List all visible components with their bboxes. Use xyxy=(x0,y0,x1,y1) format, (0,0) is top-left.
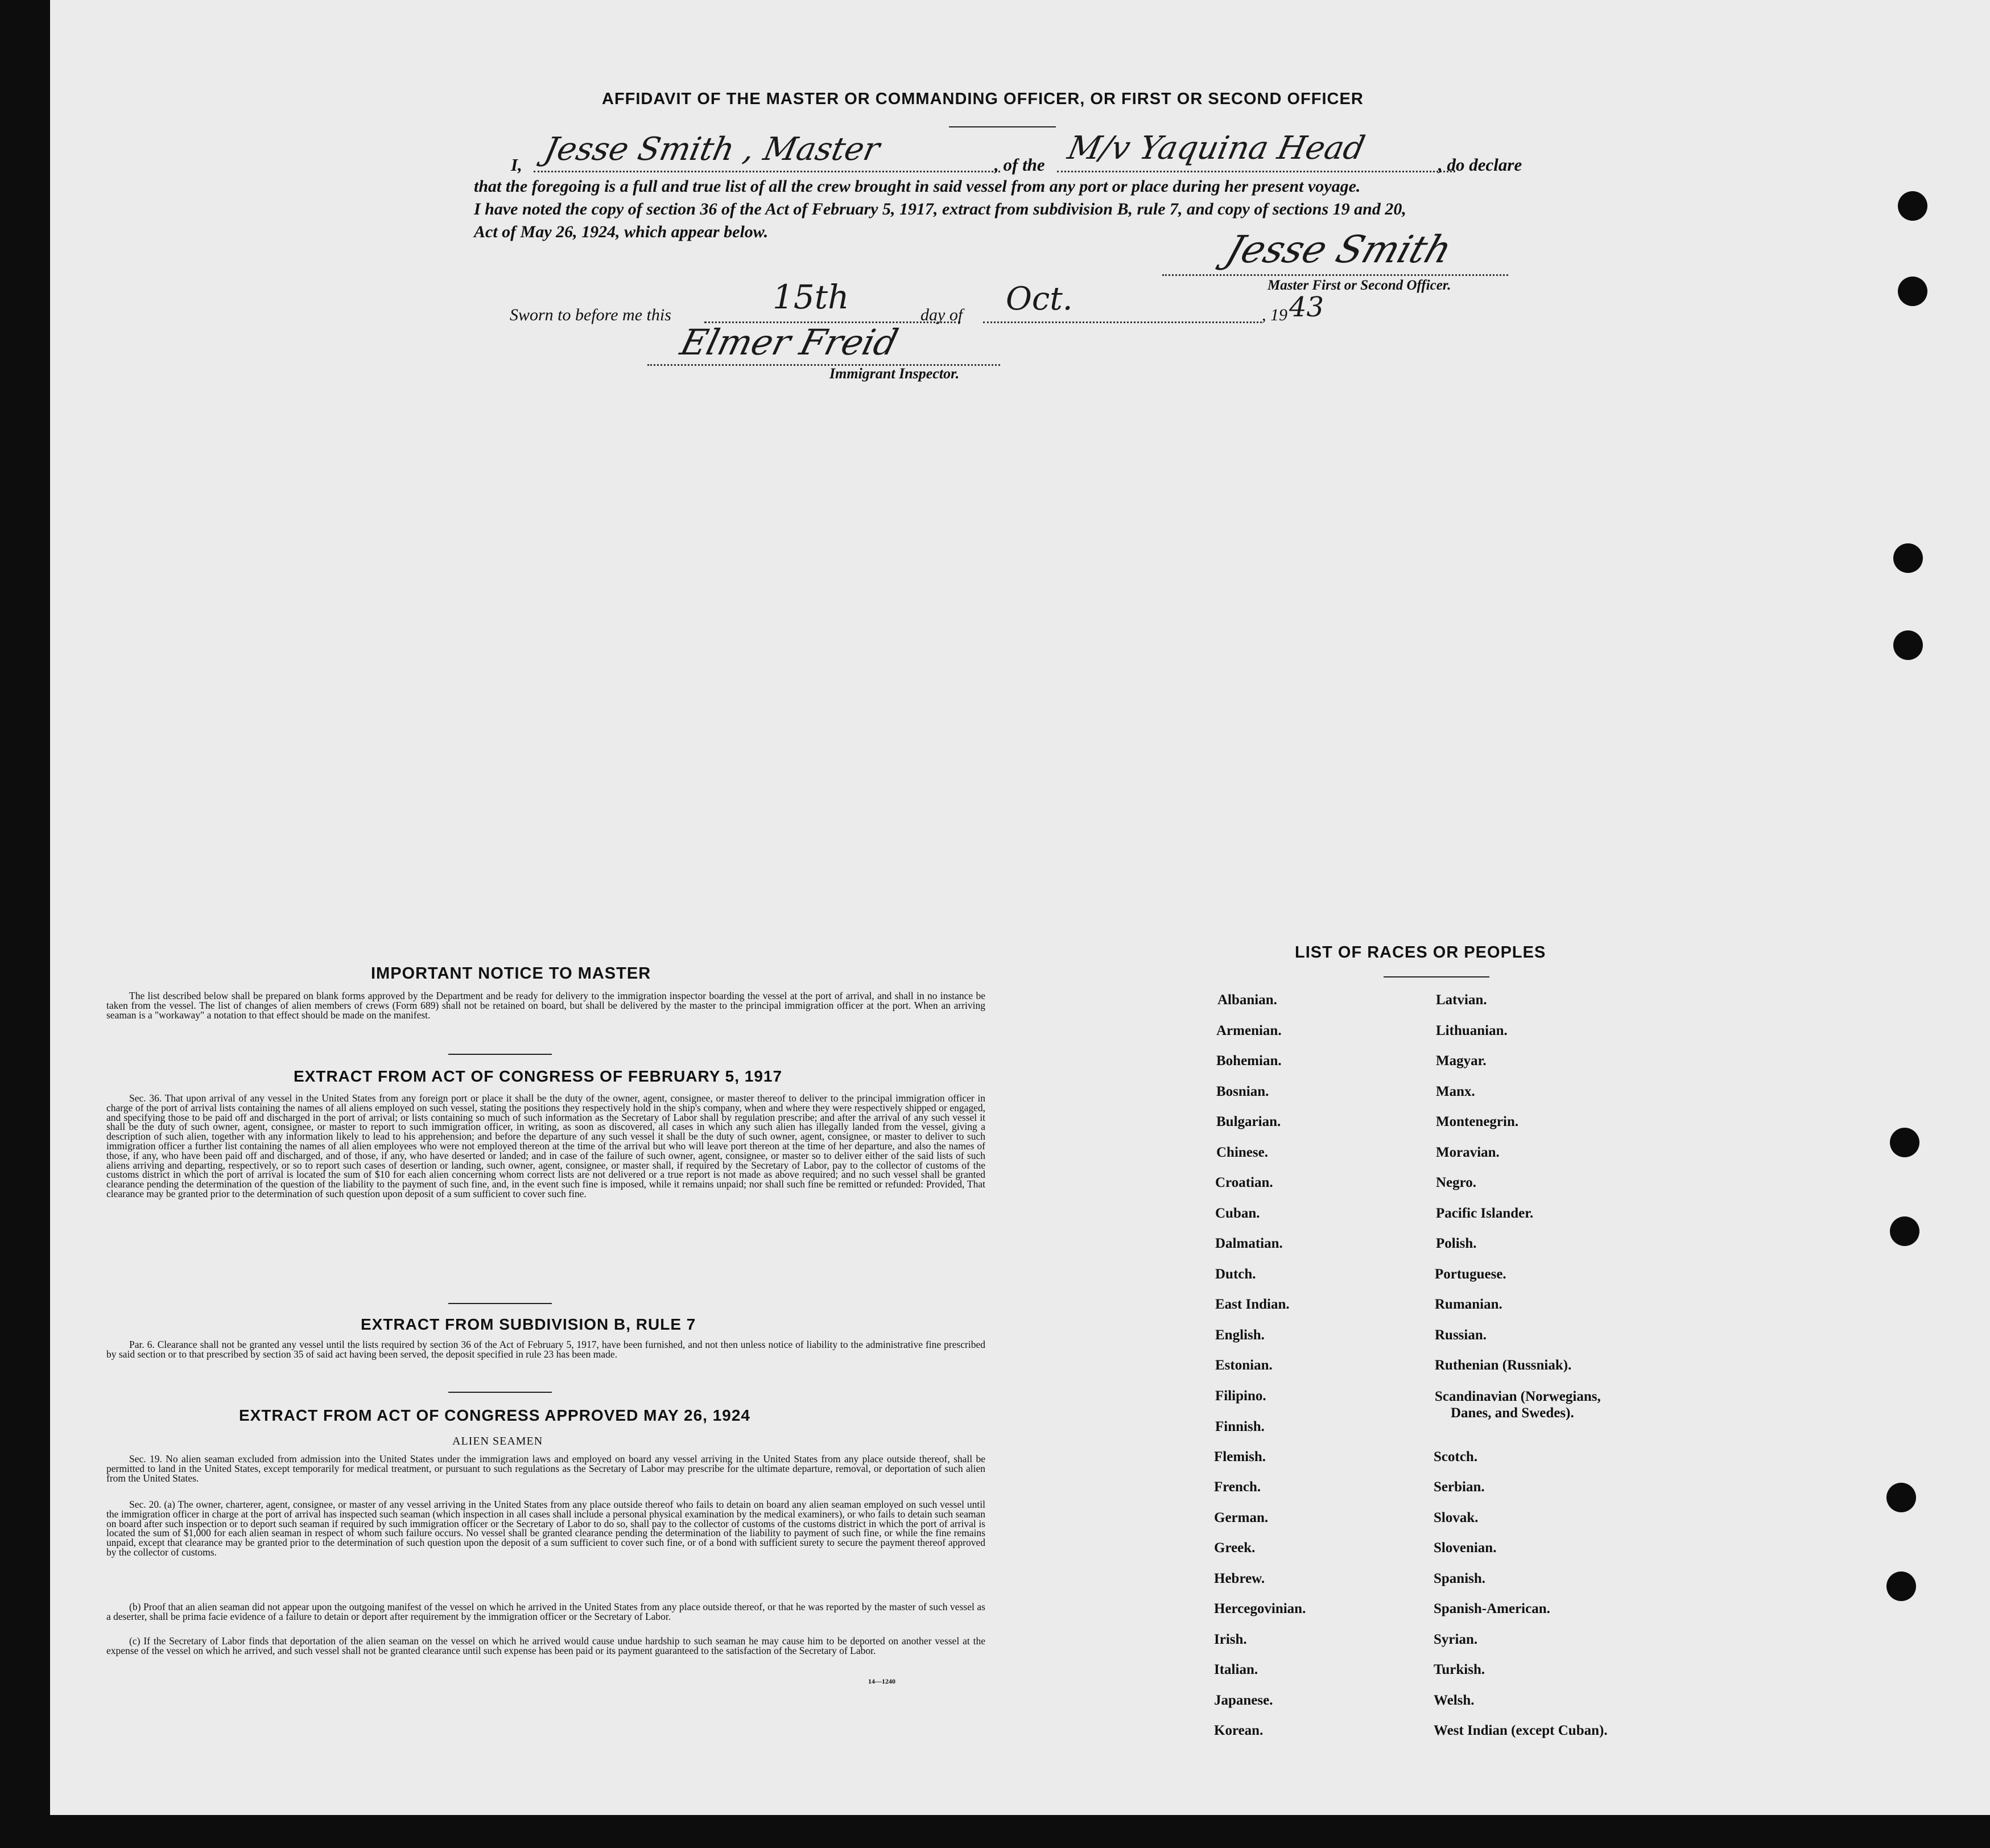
race-right: Slovenian. xyxy=(1434,1540,1497,1556)
form-number: 14—1240 xyxy=(868,1677,895,1685)
handwritten-day: 15th xyxy=(773,278,849,316)
race-right: Moravian. xyxy=(1436,1145,1500,1160)
race-right: Magyar. xyxy=(1436,1053,1487,1069)
race-right: Serbian. xyxy=(1434,1479,1485,1495)
race-right: Welsh. xyxy=(1434,1693,1475,1708)
race-right: Negro. xyxy=(1436,1175,1477,1190)
race-right: Latvian. xyxy=(1436,992,1487,1008)
race-left: Cuban. xyxy=(1215,1206,1260,1221)
sec19-text: Sec. 19. No alien seaman excluded from admission into the United States under the immigration laws and employed on board any vessel arriving in the United States from any place outside thereof, shall be permitted to land in the United States, except temporarily for medical treatment, or pursuant to such regulations as the Secretary of Labor may prescribe for the ultimate departure, removal, or deportation of such alien from the United States. xyxy=(106,1453,985,1484)
race-right: Portuguese. xyxy=(1435,1267,1506,1282)
document-page xyxy=(50,0,1990,1815)
affidavit-body-line2: that the foregoing is a full and true list of all the crew brought in said vessel from any port or place during her present voyage. xyxy=(474,177,1361,196)
punch-hole xyxy=(1890,1128,1919,1157)
race-right: Spanish-American. xyxy=(1434,1601,1550,1616)
race-left: Flemish. xyxy=(1214,1449,1266,1465)
race-left: Korean. xyxy=(1214,1723,1264,1738)
title-rule xyxy=(949,126,1056,127)
race-left: Chinese. xyxy=(1216,1145,1268,1160)
race-left: East Indian. xyxy=(1215,1297,1290,1312)
master-signature: Jesse Smith xyxy=(1220,228,1458,271)
race-left: Bulgarian. xyxy=(1216,1114,1281,1129)
inspector-signature: Elmer Freid xyxy=(676,321,902,363)
alien-seamen-subtitle: ALIEN SEAMEN xyxy=(452,1435,543,1447)
race-right: Syrian. xyxy=(1434,1632,1478,1647)
rule7-title: EXTRACT FROM SUBDIVISION B, RULE 7 xyxy=(361,1315,696,1333)
race-left: French. xyxy=(1214,1479,1261,1495)
affidavit-prefix: I, xyxy=(511,155,522,175)
affidavit-body-line3: I have noted the copy of section 36 of the Act of February 5, 1917, extract from subdivision B, rule 7, and copy of sections 19 and 20, xyxy=(474,200,1406,218)
master-name-line xyxy=(534,171,1000,172)
race-left: Dutch. xyxy=(1215,1267,1256,1282)
punch-hole xyxy=(1898,191,1927,221)
vessel-name-line xyxy=(1057,171,1455,172)
race-right: Danes, and Swedes). xyxy=(1451,1405,1574,1421)
race-right: Ruthenian (Russniak). xyxy=(1435,1358,1572,1373)
sworn-day-of: day of xyxy=(920,306,963,324)
race-left: Finnish. xyxy=(1215,1419,1265,1434)
notice-rule xyxy=(448,1054,552,1055)
sworn-year-prefix: , 19 xyxy=(1262,306,1287,324)
race-right: Polish. xyxy=(1436,1236,1477,1251)
signature-caption: Master First or Second Officer. xyxy=(1268,278,1451,293)
race-right: West Indian (except Cuban). xyxy=(1434,1723,1608,1738)
affidavit-title: AFFIDAVIT OF THE MASTER OR COMMANDING OFFICER, OR FIRST OR SECOND OFFICER xyxy=(602,90,1364,108)
punch-hole xyxy=(1886,1483,1916,1512)
race-left: Dalmatian. xyxy=(1215,1236,1283,1251)
race-left: English. xyxy=(1215,1327,1265,1343)
race-right: Pacific Islander. xyxy=(1436,1206,1534,1221)
punch-hole xyxy=(1890,1216,1919,1246)
race-right: Turkish. xyxy=(1434,1662,1485,1677)
handwritten-vessel-name: M/v Yaquina Head xyxy=(1064,130,1368,167)
do-declare-text: , do declare xyxy=(1438,155,1522,175)
race-left: Hebrew. xyxy=(1214,1571,1265,1586)
punch-hole xyxy=(1893,630,1923,660)
race-left: Japanese. xyxy=(1214,1693,1273,1708)
affidavit-body-line4: Act of May 26, 1924, which appear below. xyxy=(474,222,769,241)
extract-1917-title: EXTRACT FROM ACT OF CONGRESS OF FEBRUARY 5, 1917 xyxy=(294,1067,783,1085)
race-left: Armenian. xyxy=(1216,1023,1282,1038)
sec20a-text: Sec. 20. (a) The owner, charterer, agent, consignee, or master of any vessel arriving in the United States from any place outside thereof who fails to detain on board any alien seaman employed on such vessel until the immigration officer in charge at the port of arrival has inspected such seaman (which inspection in all cases shall include a personal physical examination by the medical examiners), or who fails to detain such seaman on board after such inspection or to deport such seaman if required by such immigration officer or the Secretary of Labor to do so, shall pay to the collector of customs of the customs district in which the port of arrival is located the sum of $1,000 for each alien seaman in respect of whom such failure occurs. No vessel shall be granted clearance pending the determination of the liability to payment of such fine, or while the fine remains unpaid, except that clearance may be granted prior to the determination of such question upon the deposit of a sum sufficient to cover such fine, or of a bond with sufficient surety to secure the payment thereof approved by the collector of customs. xyxy=(106,1499,985,1558)
rule7-rule xyxy=(448,1392,552,1393)
race-left: Albanian. xyxy=(1217,992,1277,1008)
sec20b-text: (b) Proof that an alien seaman did not appear upon the outgoing manifest of the vessel on which he arrived in the United States from any place outside thereof, or that he was reported by the master of such vessel as a deserter, shall be prima facie evidence of a failure to detain or deport after requirement by the immigration officer or the Secretary of Labor. xyxy=(106,1601,985,1622)
punch-hole xyxy=(1898,277,1927,306)
extract-1917-rule xyxy=(448,1303,552,1304)
race-left: Greek. xyxy=(1214,1540,1256,1556)
race-right: Lithuanian. xyxy=(1436,1023,1508,1038)
sec20c-text: (c) If the Secretary of Labor finds that deportation of the alien seaman on the vessel on which he arrived would cause undue hardship to such seaman he may cause him to be deported on another vessel at the expense of the vessel on which he arrived, and such vessel shall not be granted clearance until such expense has been paid or its payment guaranteed to the satisfaction of the Secretary of Labor. xyxy=(106,1635,985,1656)
handwritten-year: 43 xyxy=(1289,291,1324,323)
punch-hole xyxy=(1893,543,1923,573)
handwritten-month: Oct. xyxy=(1006,280,1073,317)
sworn-month-line xyxy=(983,321,1262,323)
races-title: LIST OF RACES OR PEOPLES xyxy=(1295,943,1546,962)
notice-title: IMPORTANT NOTICE TO MASTER xyxy=(371,964,651,983)
sworn-prefix: Sworn to before me this xyxy=(510,306,671,324)
race-right: Slovak. xyxy=(1434,1510,1479,1525)
race-left: Hercegovinian. xyxy=(1214,1601,1306,1616)
rule7-text: Par. 6. Clearance shall not be granted any vessel until the lists required by section 36 of the Act of February 5, 1917, have been furnished, and not then unless notice of liability to the administrative fine prescribed by said section or to that prescribed by section 35 of said act having been served, the deposit specified in rule 23 has been made. xyxy=(106,1339,985,1360)
race-left: Croatian. xyxy=(1215,1175,1273,1190)
race-right: Spanish. xyxy=(1434,1571,1486,1586)
race-left: Filipino. xyxy=(1215,1388,1266,1404)
races-rule xyxy=(1384,976,1489,977)
race-right: Scandinavian (Norwegians, xyxy=(1435,1389,1601,1404)
race-left: German. xyxy=(1214,1510,1269,1525)
notice-text: The list described below shall be prepared on blank forms approved by the Department and be ready for delivery to the immigration inspector boarding the vessel at the port of arrival, and shall in no instance be taken from the vessel. The list of changes of alien members of crews (Form 689) shall not be retained on board, but shall be delivered by the master to the principal immigration officer at the port. When an arriving seaman is a "workaway" a notation to that effect should be made on the manifest. xyxy=(106,990,985,1021)
race-left: Bohemian. xyxy=(1216,1053,1282,1069)
race-right: Rumanian. xyxy=(1435,1297,1502,1312)
race-left: Italian. xyxy=(1214,1662,1258,1677)
race-right: Scotch. xyxy=(1434,1449,1478,1465)
race-right: Manx. xyxy=(1436,1084,1475,1099)
signature-line xyxy=(1162,274,1508,276)
race-left: Irish. xyxy=(1214,1632,1247,1647)
extract-1917-text: Sec. 36. That upon arrival of any vessel in the United States from any foreign port or place it shall be the duty of the owner, agent, consignee, or master thereof to deliver to the principal immigration officer in charge of the port of arrival lists containing the names of all aliens employed on such vessel, stating the positions they respectively hold in the ship's company, when and where they were respectively shipped or engaged, and specifying those to be paid off and discharged in the port of arrival; or lists containing so much of such information as the Secretary of Labor shall by regulation prescribe; and after the arrival of any such vessel it shall be the duty of such owner, agent, consignee, or master to report to such immigration officer, in writing, as soon as discovered, all cases in which any such alien has illegally landed from the vessel, giving a description of such alien, together with any information likely to lead to his apprehension; and before the departure of any such vessel it shall be the duty of such owner, agent, consignee, or master to deliver to such immigration officer a further list containing the names of all alien employees who were not employed thereon at the time of the arrival but who will leave port thereon at the time of her departure, and also the names of those, if any, who have been paid off and discharged, and of those, if any, who have deserted or landed; and in case of the failure of such owner, agent, consignee, or master so to deliver either of the said lists of such aliens arriving and departing, respectively, or so to report such cases of desertion or landing, such owner, agent, consignee, or master shall, if required by the Secretary of Labor, pay to the collector of customs of the customs district in which the port of arrival is located the sum of $10 for each alien concerning whom correct lists are not delivered or a true report is not made as above required; and no such vessel shall be granted clearance pending the determination of the question of the liability to the payment of such fine, and, in the event such fine is imposed, while it remains unpaid; nor shall such fine be remitted or refunded: Provided, That clearance may be granted prior to the determination of such question upon deposit of a sum sufficient to cover such fine. xyxy=(106,1092,985,1199)
inspector-caption: Immigrant Inspector. xyxy=(829,365,960,382)
race-left: Bosnian. xyxy=(1216,1084,1269,1099)
of-the-text: , of the xyxy=(994,155,1045,175)
punch-hole xyxy=(1886,1571,1916,1601)
handwritten-master-name: Jesse Smith , Master xyxy=(541,131,883,168)
race-left: Estonian. xyxy=(1215,1358,1273,1373)
race-right: Montenegrin. xyxy=(1436,1114,1519,1129)
extract-1924-title: EXTRACT FROM ACT OF CONGRESS APPROVED MAY 26, 1924 xyxy=(239,1406,750,1424)
race-right: Russian. xyxy=(1435,1327,1487,1343)
